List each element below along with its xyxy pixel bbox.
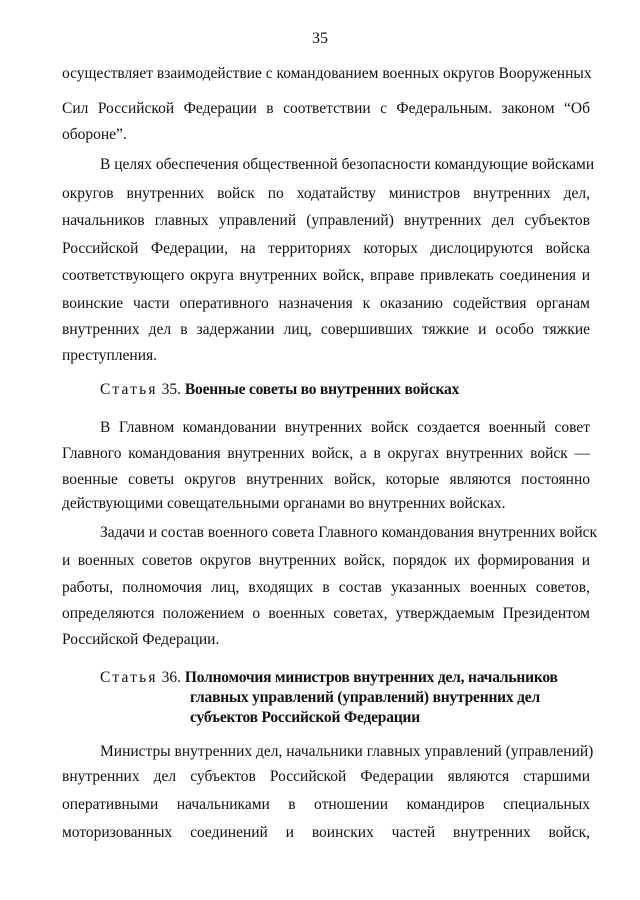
paragraph-line: Российской Федерации.	[62, 631, 220, 648]
paragraph-line: соответствующего округа внутренних войск, вправе привлекать соединения и	[62, 267, 590, 284]
paragraph-line: Задачи и состав военного совета Главного командования внутренних войск	[100, 524, 598, 541]
paragraph-line: военные советы округов внутренних войск, которые являются постоянно	[62, 471, 590, 488]
paragraph-line: внутренних дел в задержании лиц, совершивших тяжкие и особо тяжкие	[62, 321, 590, 338]
paragraph-line: работы, полномочия лиц, входящих в состав указанных военных советов,	[62, 579, 590, 596]
paragraph-line: округов внутренних войск по ходатайству министров внутренних дел,	[62, 185, 590, 202]
article-35-heading	[100, 380, 590, 400]
paragraph-line: обороне”.	[62, 126, 127, 143]
paragraph-line: и военных советов округов внутренних войск, порядок их формирования и	[62, 552, 590, 569]
paragraph-line: В Главном командовании внутренних войск создается военный совет	[100, 419, 590, 436]
article-number: 35.	[161, 381, 181, 398]
article-title-continuation: главных управлений (управлений) внутренних дел	[190, 689, 540, 706]
paragraph-line: осуществляет взаимодействие с командованием военных округов Вооруженных	[62, 65, 592, 82]
article-title: Военные советы во внутренних войсках	[184, 381, 460, 398]
paragraph-line: преступления.	[62, 347, 158, 364]
article-title-continuation: субъектов Российской Федерации	[190, 709, 420, 726]
article-title: Полномочия министров внутренних дел, начальников	[184, 669, 558, 686]
paragraph-line: оперативными начальниками в отношении командиров специальных	[62, 796, 590, 813]
paragraph-line: Российской Федерации, на территориях которых дислоцируются войска	[62, 240, 590, 257]
paragraph-line: В целях обеспечения общественной безопасности командующие войсками	[100, 156, 595, 173]
paragraph-line: воинские части оперативного назначения к оказанию содействия органам	[62, 295, 590, 312]
paragraph-line: начальников главных управлений (управлений) внутренних дел субъектов	[62, 212, 590, 229]
article-lead: Статья	[100, 669, 158, 686]
paragraph-line: внутренних дел субъектов Российской Федерации являются старшими	[62, 768, 590, 785]
paragraph-line: Министры внутренних дел, начальники главных управлений (управлений)	[100, 743, 594, 760]
paragraph-line: Главного командования внутренних войск, а в округах внутренних войск —	[62, 445, 590, 462]
paragraph-line: действующими совещательными органами во внутренних войсках.	[62, 495, 506, 512]
article-lead: Статья	[100, 381, 158, 398]
paragraph-line: Сил Российской Федерации в соответствии с Федеральным. законом “Об	[62, 100, 590, 117]
paragraph-line: определяются положением о военных советах, утверждаемым Президентом	[62, 605, 590, 622]
paragraph-line: моторизованных соединений и воинских частей внутренних войск,	[62, 824, 590, 841]
article-36-heading	[100, 668, 590, 688]
article-number: 36.	[161, 669, 181, 686]
page-number: 35	[312, 30, 328, 47]
